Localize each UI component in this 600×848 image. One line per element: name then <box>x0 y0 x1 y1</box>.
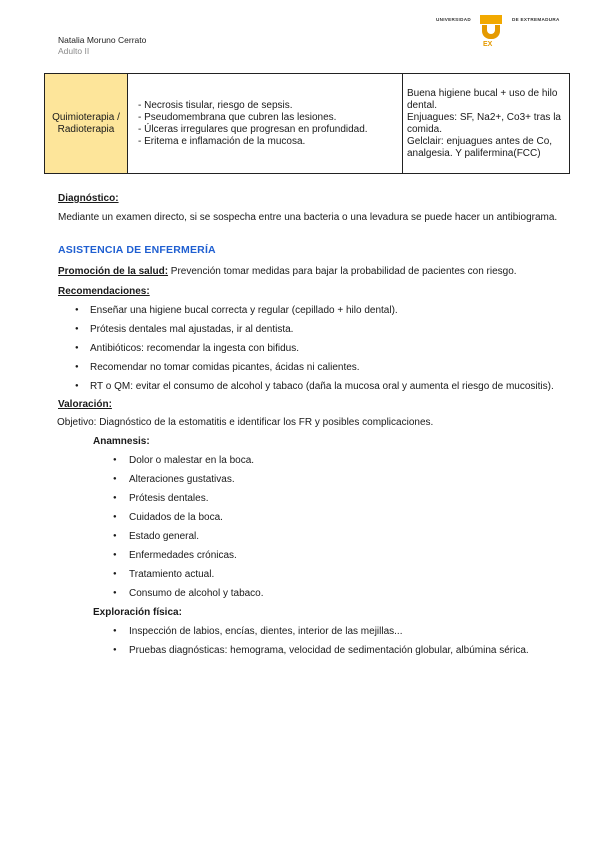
list-item: ● Enfermedades crónicas. <box>93 546 558 565</box>
list-item: ● Alteraciones gustativas. <box>93 470 558 489</box>
author-name: Natalia Moruno Cerrato <box>58 35 147 45</box>
anamnesis-title: Anamnesis: <box>93 436 150 447</box>
logo-left-text: UNIVERSIDAD <box>436 17 471 22</box>
list-item: ● Inspección de labios, encías, dientes, interior de las mejillas... <box>93 622 558 641</box>
list-item: ● Pruebas diagnósticas: hemograma, velocidad de sedimentación globular, albúmina sérica. <box>93 641 558 660</box>
logo-mark: EX <box>483 41 493 48</box>
treatment-care-cell <box>403 74 570 174</box>
treatment-table <box>44 73 570 174</box>
care-line: Buena higiene bucal + uso de hilo dental. <box>407 87 558 111</box>
list-item: ● Recomendar no tomar comidas picantes, ácidas ni calientes. <box>58 358 558 377</box>
effect-line: - Pseudomembrana que cubren las lesiones. <box>138 111 337 123</box>
table-row <box>45 74 570 174</box>
diagnostico-title: Diagnóstico: <box>58 193 119 204</box>
list-item: ● Enseñar una higiene bucal correcta y regular (cepillado + hilo dental). <box>58 301 558 320</box>
exploracion-title: Exploración física: <box>93 607 182 618</box>
nursing-section-title: ASISTENCIA DE ENFERMERÍA <box>58 244 216 256</box>
effect-line: - Eritema e inflamación de la mucosa. <box>138 135 306 147</box>
logo-u-shape <box>482 25 500 39</box>
effect-line: - Úlceras irregulares que progresan en profundidad. <box>138 123 368 135</box>
anamnesis-list <box>93 451 558 603</box>
valoracion-objective: Objetivo: Diagnóstico de la estomatitis e identificar los FR y posibles complicaciones. <box>57 417 434 428</box>
document-body <box>58 190 558 660</box>
promocion-paragraph <box>58 262 558 282</box>
promocion-text: Prevención tomar medidas para bajar la probabilidad de pacientes con riesgo. <box>168 266 517 277</box>
list-item: ● Estado general. <box>93 527 558 546</box>
list-item: ● Consumo de alcohol y tabaco. <box>93 584 558 603</box>
promocion-title: Promoción de la salud: <box>58 266 169 277</box>
logo-right-text: DE EXTREMADURA <box>512 17 560 22</box>
recomendaciones-title: Recomendaciones: <box>58 286 150 297</box>
header-author-block <box>58 35 146 57</box>
anamnesis-block <box>93 432 558 660</box>
course-name: Adulto II <box>58 46 90 56</box>
treatment-effects-cell <box>128 74 403 174</box>
treatment-category-cell: Quimioterapia / Radioterapia <box>45 74 128 174</box>
list-item: ● Prótesis dentales mal ajustadas, ir al dentista. <box>58 320 558 339</box>
logo-top-box <box>480 15 502 24</box>
exploracion-list <box>93 622 558 660</box>
care-line: Gelclair: enjuagues antes de Co, analgesia. Y palifermina(FCC) <box>407 135 553 159</box>
recomendaciones-list <box>58 301 558 396</box>
valoracion-title: Valoración: <box>58 399 112 410</box>
university-logo <box>436 17 568 57</box>
list-item: ● Dolor o malestar en la boca. <box>93 451 558 470</box>
effect-line: - Necrosis tisular, riesgo de sepsis. <box>138 99 293 111</box>
list-item: ● Tratamiento actual. <box>93 565 558 584</box>
list-item: ● Cuidados de la boca. <box>93 508 558 527</box>
diagnostico-text: Mediante un examen directo, si se sospecha entre una bacteria o una levadura se puede hacer un antibiograma. <box>58 212 558 223</box>
list-item: ● Prótesis dentales. <box>93 489 558 508</box>
list-item: ● Antibióticos: recomendar la ingesta con bifidus. <box>58 339 558 358</box>
care-line: Enjuagues: SF, Na2+, Co3+ tras la comida. <box>407 111 561 135</box>
list-item: ● RT o QM: evitar el consumo de alcohol y tabaco (daña la mucosa oral y aumenta el riesgo de mucositis). <box>58 377 558 396</box>
